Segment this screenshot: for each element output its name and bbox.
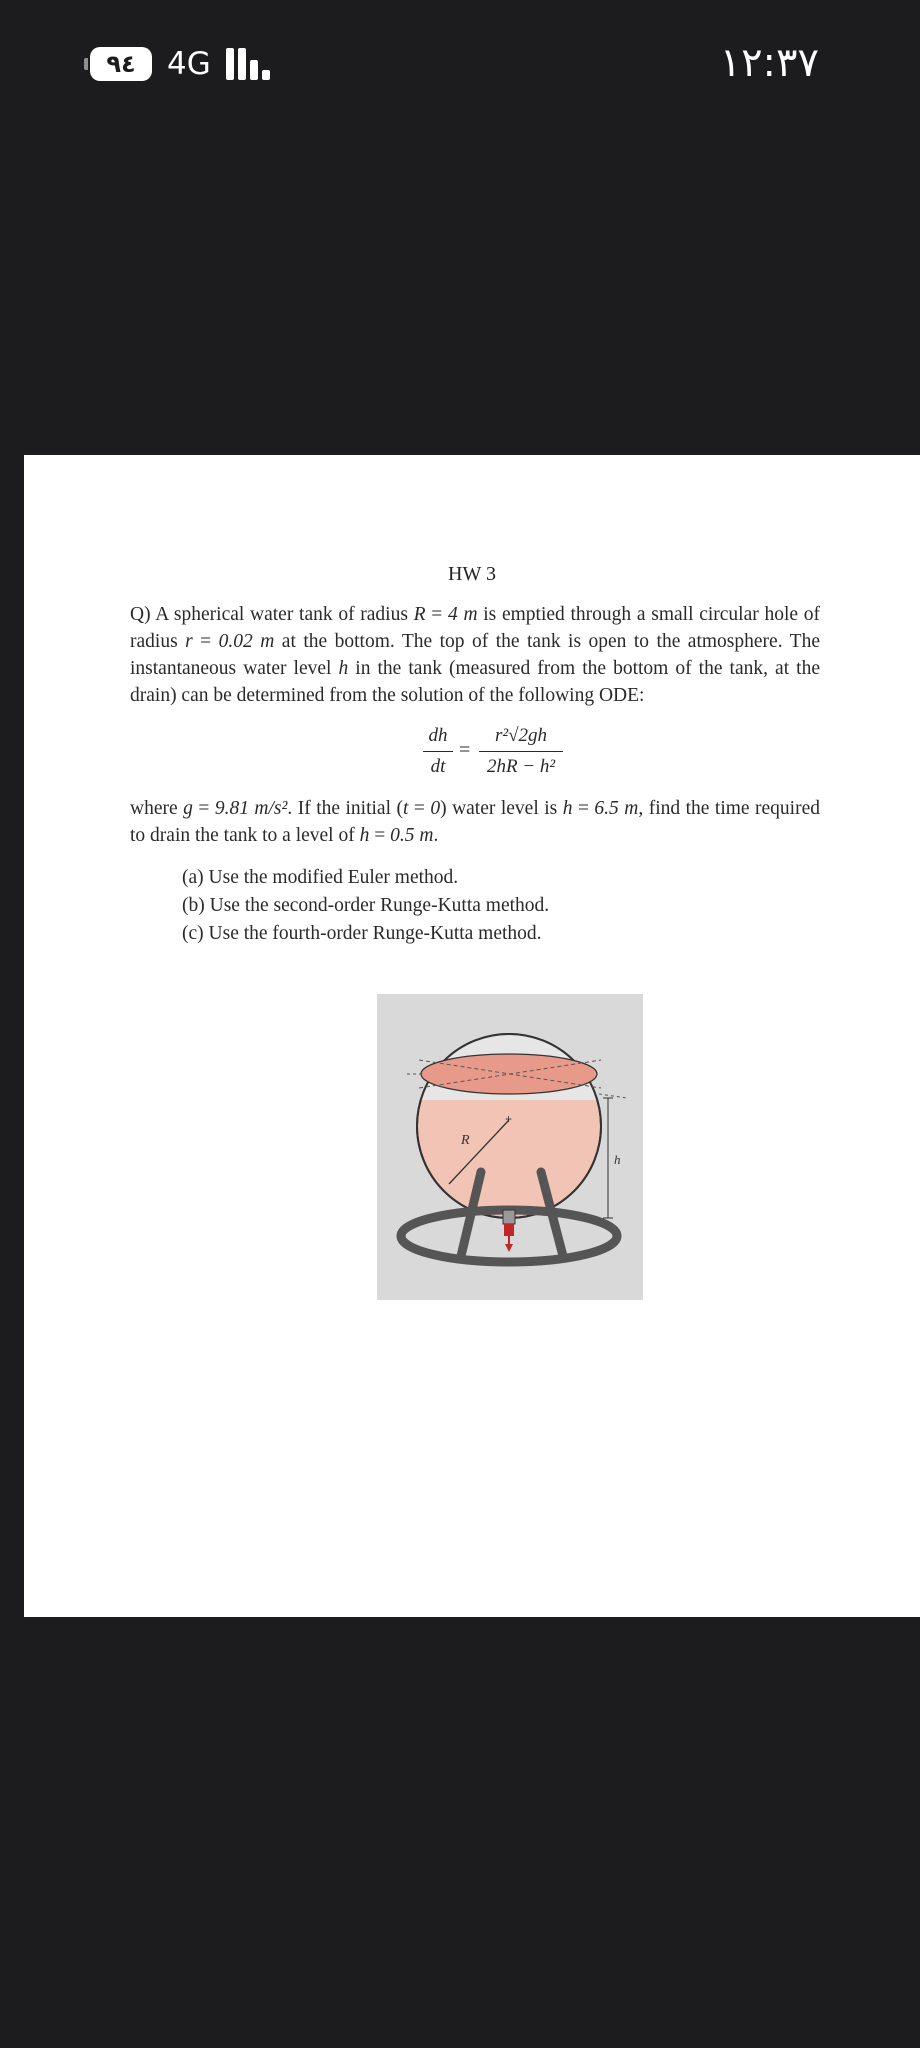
clock: ١٢:٣٧	[719, 40, 819, 86]
equals-sign: =	[459, 739, 471, 761]
network-type: 4G	[167, 46, 211, 82]
document-page[interactable]	[24, 455, 920, 1617]
height-label: h	[614, 1152, 621, 1167]
task-list	[182, 864, 549, 948]
document-title: HW 3	[448, 563, 496, 585]
tank-illustration	[377, 994, 643, 1300]
question-paragraph: Q) A spherical water tank of radius R = 4 m is emptied through a small circular hole of radius r = 0.02 m at the bottom. The top of the tank is open to the atmosphere. The instantaneous water level h in the tank (measured from the bottom of the tank, at the drain) can be determined from the solution of the following ODE:	[130, 604, 820, 706]
task-item-b: (b) Use the second-order Runge-Kutta method.	[182, 895, 550, 916]
where-paragraph: where g = 9.81 m/s². If the initial (t = 0) water level is h = 6.5 m, find the time required to drain the tank to a level of h = 0.5 m.	[130, 798, 821, 846]
rhs-numerator: r²√2gh	[494, 725, 548, 746]
ode-equation	[423, 724, 603, 784]
lhs-fraction	[423, 724, 453, 779]
battery-indicator	[84, 47, 154, 81]
signal-strength-icon	[226, 48, 276, 80]
lhs-denominator: dt	[430, 756, 446, 777]
rhs-denominator: 2hR − h²	[486, 756, 556, 777]
radius-label: R	[461, 1133, 470, 1148]
task-item-a: (a) Use the modified Euler method.	[182, 867, 459, 888]
lhs-numerator: dh	[428, 725, 448, 746]
rhs-fraction	[479, 724, 563, 779]
battery-cap	[84, 58, 88, 70]
svg-text:+: +	[505, 1112, 513, 1126]
status-bar	[0, 0, 920, 130]
battery-level: ٩٤	[90, 47, 152, 81]
spherical-tank-figure	[377, 994, 643, 1300]
task-item-c: (c) Use the fourth-order Runge-Kutta method.	[182, 923, 542, 944]
